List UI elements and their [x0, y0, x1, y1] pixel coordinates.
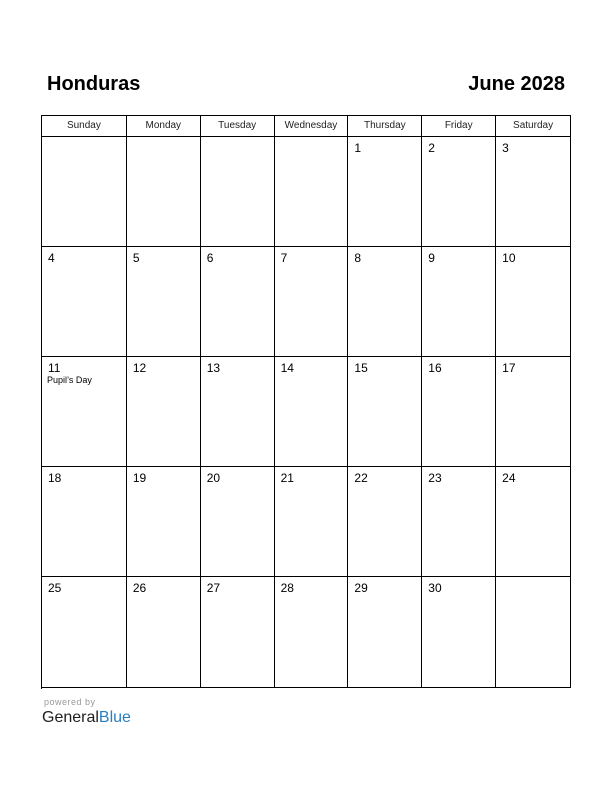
generalblue-logo[interactable]: [42, 708, 131, 728]
day-number: 13: [206, 361, 221, 375]
weekday-sunday: Sunday: [42, 116, 127, 137]
day-cell: [348, 357, 422, 467]
day-number: 12: [132, 361, 147, 375]
day-cell: [201, 247, 275, 357]
day-cell: [127, 577, 201, 688]
day-number: 25: [48, 581, 62, 595]
day-number: 6: [206, 251, 214, 265]
day-number: 9: [428, 251, 435, 265]
day-cell: [496, 137, 571, 247]
day-number: 15: [354, 361, 368, 375]
day-number: 17: [502, 361, 516, 375]
week-row: [42, 247, 571, 357]
calendar-grid: [41, 115, 571, 689]
weekday-friday: Friday: [422, 116, 496, 137]
day-cell: [275, 247, 349, 357]
day-number: 29: [354, 581, 368, 595]
day-number: 26: [132, 581, 147, 595]
day-cell: [42, 247, 127, 357]
day-cell: [42, 467, 127, 577]
day-cell: [201, 357, 275, 467]
week-row: [42, 467, 571, 577]
day-number: 11: [48, 361, 61, 375]
day-number: 14: [280, 361, 294, 375]
weekday-tuesday: Tuesday: [201, 116, 275, 137]
day-cell: [422, 467, 496, 577]
day-cell: [496, 577, 571, 688]
day-cell: [422, 577, 496, 688]
day-number: 27: [206, 581, 221, 595]
day-cell: [348, 467, 422, 577]
day-number: 3: [502, 141, 509, 155]
weekday-thursday: Thursday: [348, 116, 422, 137]
day-cell: [275, 577, 349, 688]
day-cell: [127, 137, 201, 247]
day-number: 10: [502, 251, 516, 265]
brand-blue: Blue: [98, 709, 131, 726]
day-number: 16: [428, 361, 442, 375]
day-number: 24: [502, 471, 516, 485]
brand-general: General: [42, 709, 99, 726]
country-title: Honduras: [47, 73, 141, 95]
day-cell: [42, 357, 127, 467]
week-row: [42, 137, 571, 247]
weekday-wednesday: Wednesday: [275, 116, 349, 137]
day-cell: [496, 357, 571, 467]
day-number: 23: [428, 471, 442, 485]
weekday-monday: Monday: [127, 116, 201, 137]
day-cell: [496, 247, 571, 357]
day-cell: [201, 577, 275, 688]
day-number: 21: [280, 471, 294, 485]
day-number: 1: [354, 141, 362, 155]
month-year-title: June 2028: [468, 73, 565, 95]
day-cell: [348, 577, 422, 688]
day-cell: [201, 467, 275, 577]
day-cell: [348, 247, 422, 357]
day-cell: [275, 137, 349, 247]
day-number: 2: [428, 141, 435, 155]
holiday-label: Pupil’s Day: [47, 375, 92, 385]
weekday-saturday: Saturday: [496, 116, 571, 137]
day-number: 18: [48, 471, 62, 485]
day-number: 28: [280, 581, 294, 595]
week-row: [42, 357, 571, 467]
day-cell: [42, 577, 127, 688]
day-number: 22: [354, 471, 368, 485]
day-cell: [201, 137, 275, 247]
day-number: 19: [132, 471, 147, 485]
day-number: 5: [132, 251, 140, 265]
day-cell: [127, 247, 201, 357]
day-cell: [42, 137, 127, 247]
weekday-header-row: [42, 116, 571, 137]
day-cell: [422, 247, 496, 357]
day-cell: [127, 357, 201, 467]
day-cell: [422, 357, 496, 467]
day-number: 7: [280, 251, 288, 265]
day-cell: [348, 137, 422, 247]
week-row: [42, 577, 571, 688]
day-number: 8: [354, 251, 362, 265]
day-number: 30: [428, 581, 442, 595]
powered-by-text: powered by: [44, 697, 96, 707]
day-number: 20: [206, 471, 221, 485]
day-cell: [127, 467, 201, 577]
day-cell: [275, 467, 349, 577]
day-cell: [275, 357, 349, 467]
day-cell: [422, 137, 496, 247]
day-number: 4: [48, 251, 55, 265]
day-cell: [496, 467, 571, 577]
